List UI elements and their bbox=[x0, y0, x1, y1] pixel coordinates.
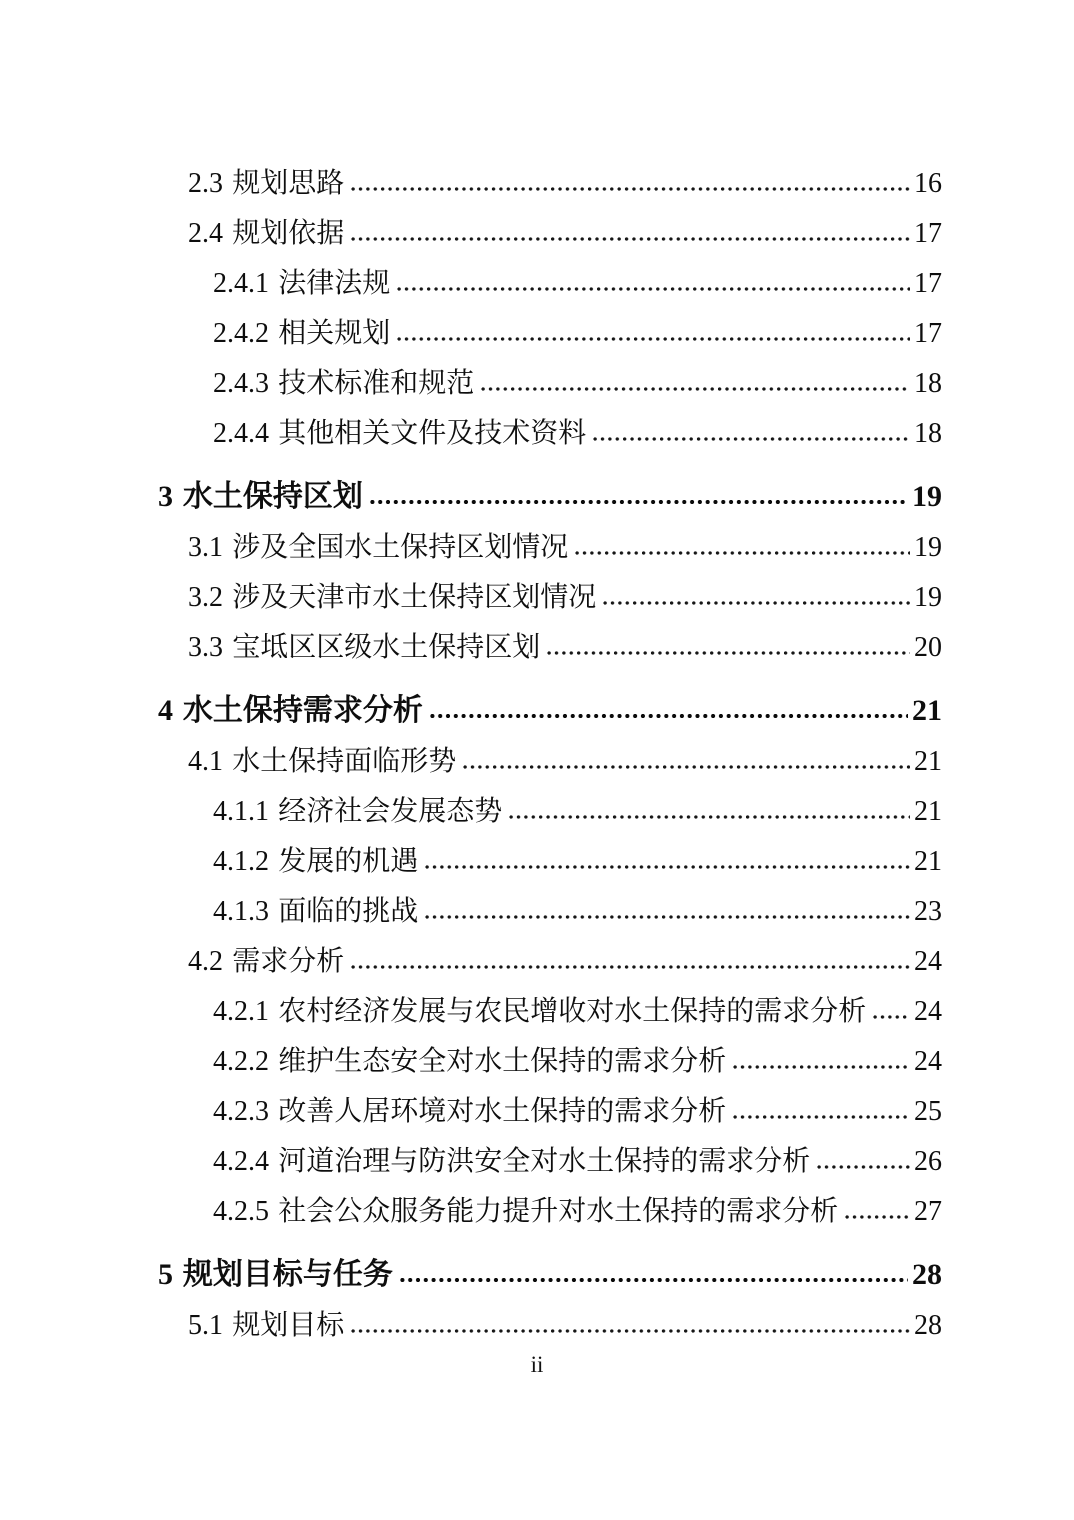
toc-page-number: 18 bbox=[914, 417, 942, 449]
toc-entry[interactable] bbox=[0, 514, 1074, 564]
dot-leader bbox=[873, 1012, 910, 1022]
toc-entry-number: 4 bbox=[158, 693, 173, 727]
toc-entry-number: 4.2 bbox=[188, 945, 223, 977]
dot-leader bbox=[400, 1275, 908, 1285]
toc-entry-number: 3.1 bbox=[188, 531, 223, 563]
toc-entry[interactable] bbox=[0, 200, 1074, 250]
toc-entry-title: 规划思路 bbox=[232, 167, 345, 199]
toc-entry-title: 农村经济发展与农民增收对水土保持的需求分析 bbox=[278, 995, 867, 1027]
toc-entry[interactable] bbox=[0, 1028, 1074, 1078]
toc-page-number: 17 bbox=[914, 217, 942, 249]
toc-entry-number: 4.2.4 bbox=[213, 1145, 269, 1177]
toc-page-number: 23 bbox=[914, 895, 942, 927]
toc-entry[interactable] bbox=[0, 778, 1074, 828]
toc-entry[interactable] bbox=[0, 564, 1074, 614]
toc-entry[interactable] bbox=[0, 1240, 1074, 1292]
toc-entry-number: 4.2.2 bbox=[213, 1045, 269, 1077]
toc-entry-number: 4.1.1 bbox=[213, 795, 269, 827]
dot-leader bbox=[351, 962, 910, 972]
toc-entry-number: 3.2 bbox=[188, 581, 223, 613]
dot-leader bbox=[845, 1212, 910, 1222]
toc-entry[interactable] bbox=[0, 350, 1074, 400]
toc-page-number: 24 bbox=[914, 1045, 942, 1077]
toc-entry-title: 涉及全国水土保持区划情况 bbox=[232, 531, 569, 563]
dot-leader bbox=[463, 762, 910, 772]
toc-entry-number: 4.1.3 bbox=[213, 895, 269, 927]
toc-entry[interactable] bbox=[0, 462, 1074, 514]
toc-page-number: 21 bbox=[914, 795, 942, 827]
toc-page-number: 28 bbox=[914, 1309, 942, 1341]
toc-entry-number: 2.4.2 bbox=[213, 317, 269, 349]
toc-page-number: 16 bbox=[914, 167, 942, 199]
toc-entry-number: 2.4 bbox=[188, 217, 223, 249]
dot-leader bbox=[425, 862, 910, 872]
dot-leader bbox=[425, 912, 910, 922]
dot-leader bbox=[733, 1112, 910, 1122]
toc-entry-title: 规划目标与任务 bbox=[182, 1257, 393, 1291]
toc-entry[interactable] bbox=[0, 614, 1074, 664]
toc-entry-number: 4.2.3 bbox=[213, 1095, 269, 1127]
toc-page-number: 27 bbox=[914, 1195, 942, 1227]
dot-leader bbox=[397, 334, 910, 344]
toc-entry-number: 2.4.4 bbox=[213, 417, 269, 449]
toc-entry-number: 5 bbox=[158, 1257, 173, 1291]
dot-leader bbox=[817, 1162, 910, 1172]
toc-page-number: 26 bbox=[914, 1145, 942, 1177]
toc-page-number: 21 bbox=[914, 845, 942, 877]
toc-entry-title: 规划目标 bbox=[232, 1309, 345, 1341]
dot-leader bbox=[351, 1326, 910, 1336]
toc-entry-number: 4.2.5 bbox=[213, 1195, 269, 1227]
toc-page-number: 17 bbox=[914, 317, 942, 349]
toc-entry-number: 5.1 bbox=[188, 1309, 223, 1341]
page-footer bbox=[0, 1352, 1074, 1378]
toc-entry[interactable] bbox=[0, 978, 1074, 1028]
toc-entry-title: 经济社会发展态势 bbox=[278, 795, 503, 827]
toc-entry[interactable] bbox=[0, 150, 1074, 200]
toc-page-number: 17 bbox=[914, 267, 942, 299]
toc-entry-title: 社会公众服务能力提升对水土保持的需求分析 bbox=[278, 1195, 839, 1227]
toc-entry-title: 河道治理与防洪安全对水土保持的需求分析 bbox=[278, 1145, 811, 1177]
dot-leader bbox=[397, 284, 910, 294]
toc-entry-title: 相关规划 bbox=[278, 317, 391, 349]
toc-page-number: 19 bbox=[912, 479, 942, 513]
toc-entry-title: 技术标准和规范 bbox=[278, 367, 475, 399]
toc-entry-number: 4.1.2 bbox=[213, 845, 269, 877]
toc-entry[interactable] bbox=[0, 676, 1074, 728]
toc-entry-title: 其他相关文件及技术资料 bbox=[278, 417, 587, 449]
toc-entry[interactable] bbox=[0, 250, 1074, 300]
toc-entry-title: 涉及天津市水土保持区划情况 bbox=[232, 581, 597, 613]
toc-entry[interactable] bbox=[0, 928, 1074, 978]
toc-page-number: 28 bbox=[912, 1257, 942, 1291]
toc-page-number: 18 bbox=[914, 367, 942, 399]
toc-entry-title: 法律法规 bbox=[278, 267, 391, 299]
footer-page-number: ii bbox=[530, 1352, 544, 1377]
dot-leader bbox=[430, 711, 908, 721]
toc-page-number: 21 bbox=[912, 693, 942, 727]
dot-leader bbox=[351, 184, 910, 194]
toc-entry-title: 面临的挑战 bbox=[278, 895, 419, 927]
toc-page-number: 19 bbox=[914, 581, 942, 613]
toc-page-number: 24 bbox=[914, 995, 942, 1027]
toc-entry-number: 3 bbox=[158, 479, 173, 513]
toc-entry-number: 2.4.3 bbox=[213, 367, 269, 399]
toc-entry[interactable] bbox=[0, 1178, 1074, 1228]
toc-entry-title: 规划依据 bbox=[232, 217, 345, 249]
dot-leader bbox=[733, 1062, 910, 1072]
toc-page-number: 21 bbox=[914, 745, 942, 777]
dot-leader bbox=[575, 548, 910, 558]
toc-entry-number: 4.1 bbox=[188, 745, 223, 777]
toc-entry[interactable] bbox=[0, 1128, 1074, 1178]
dot-leader bbox=[481, 384, 910, 394]
toc-entry[interactable] bbox=[0, 1292, 1074, 1342]
toc-entry-title: 水土保持区划 bbox=[182, 479, 363, 513]
toc-entry[interactable] bbox=[0, 728, 1074, 778]
dot-leader bbox=[593, 434, 910, 444]
toc-page-number: 25 bbox=[914, 1095, 942, 1127]
toc-entry[interactable] bbox=[0, 878, 1074, 928]
toc-entry-title: 改善人居环境对水土保持的需求分析 bbox=[278, 1095, 727, 1127]
toc-entry[interactable] bbox=[0, 1078, 1074, 1128]
toc-entry-title: 宝坻区区级水土保持区划 bbox=[232, 631, 541, 663]
toc-entry-title: 水土保持需求分析 bbox=[182, 693, 423, 727]
toc-entry-number: 3.3 bbox=[188, 631, 223, 663]
toc-entry-title: 需求分析 bbox=[232, 945, 345, 977]
dot-leader bbox=[509, 812, 910, 822]
toc-page-number: 24 bbox=[914, 945, 942, 977]
toc-entry-number: 4.2.1 bbox=[213, 995, 269, 1027]
toc-entry[interactable] bbox=[0, 300, 1074, 350]
toc-entry-number: 2.4.1 bbox=[213, 267, 269, 299]
toc-entry-title: 发展的机遇 bbox=[278, 845, 419, 877]
toc-entry-title: 水土保持面临形势 bbox=[232, 745, 457, 777]
dot-leader bbox=[351, 234, 910, 244]
dot-leader bbox=[603, 598, 910, 608]
toc-entry-number: 2.3 bbox=[188, 167, 223, 199]
toc-entry[interactable] bbox=[0, 828, 1074, 878]
toc-entry[interactable] bbox=[0, 400, 1074, 450]
dot-leader bbox=[547, 648, 910, 658]
toc-page-number: 20 bbox=[914, 631, 942, 663]
toc-page-number: 19 bbox=[914, 531, 942, 563]
dot-leader bbox=[370, 497, 908, 507]
toc-entry-title: 维护生态安全对水土保持的需求分析 bbox=[278, 1045, 727, 1077]
